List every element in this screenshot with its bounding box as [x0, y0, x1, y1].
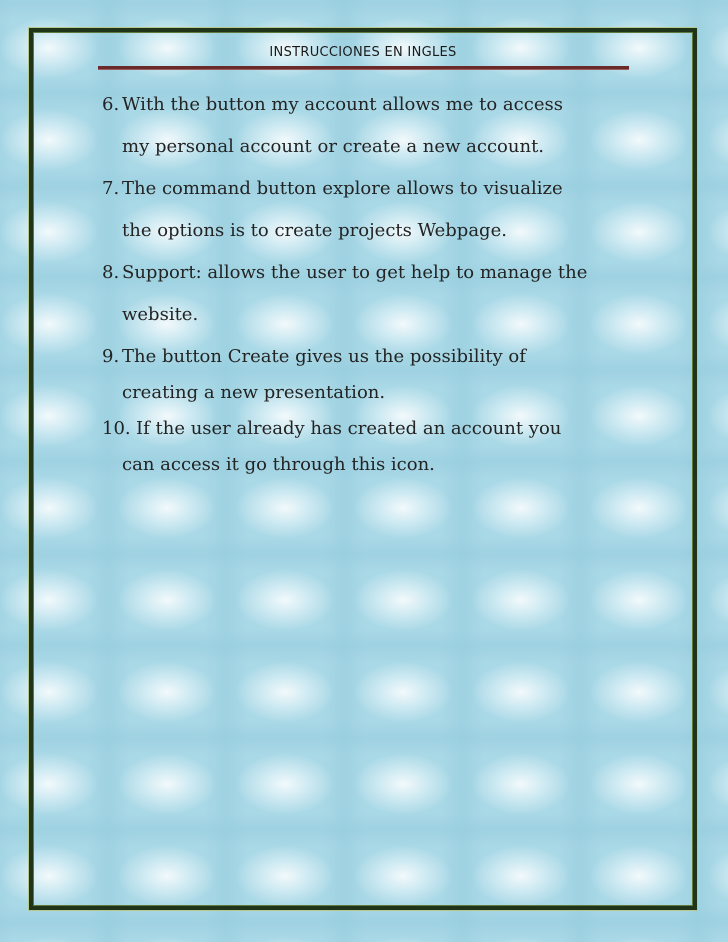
list-item: [102, 260, 662, 344]
page-header: [98, 43, 628, 63]
item-text-line: Support: allows the user to get help to manage the: [122, 262, 588, 283]
page-title: INSTRUCCIONES EN INGLES: [269, 45, 457, 60]
header-divider: [98, 66, 629, 69]
item-text-line: can access it go through this icon.: [122, 454, 435, 475]
item-number: 6.: [102, 94, 120, 115]
item-text-line: The button Create gives us the possibility of: [122, 346, 526, 367]
item-number: 8.: [102, 262, 120, 283]
item-text-line: If the user already has created an account you: [136, 418, 562, 439]
item-text-line: creating a new presentation.: [122, 382, 386, 403]
item-text-line: my personal account or create a new account.: [122, 136, 545, 157]
list-item: [102, 176, 662, 260]
item-text-line: website.: [122, 304, 199, 325]
list-item: [102, 416, 662, 492]
item-number: 10.: [102, 418, 131, 439]
instruction-list: [102, 92, 662, 492]
item-number: 7.: [102, 178, 120, 199]
list-item: [102, 92, 662, 176]
item-text-line: With the button my account allows me to access: [122, 94, 563, 115]
item-text-line: The command button explore allows to visualize: [122, 178, 563, 199]
item-number: 9.: [102, 346, 120, 367]
item-text-line: the options is to create projects Webpage.: [122, 220, 507, 241]
list-item: [102, 344, 662, 416]
